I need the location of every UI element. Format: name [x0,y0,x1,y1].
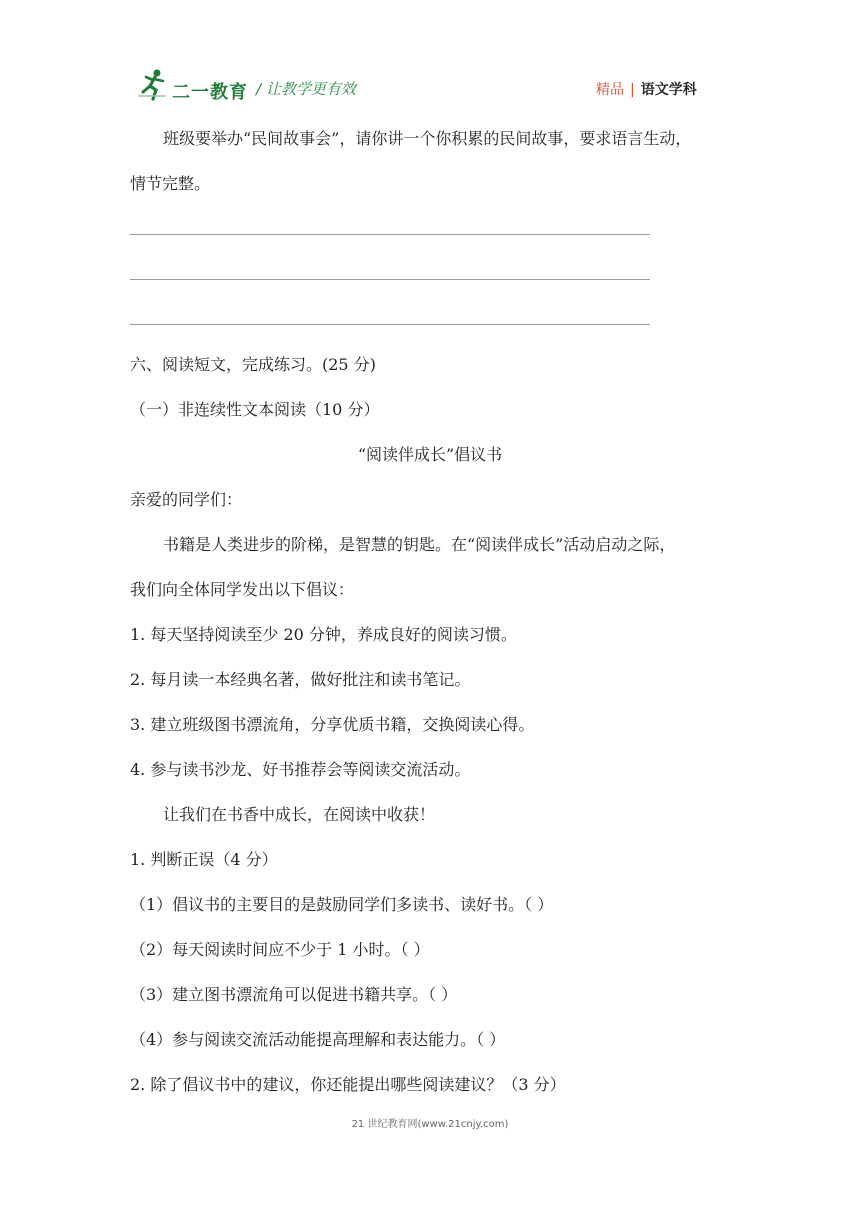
intro-line-2: 情节完整。 [130,174,211,193]
judgment-item: （4）参与阅读交流活动能提高理解和表达能力。（ ） [130,1030,506,1049]
runner-logo-icon [136,68,170,102]
subject-tag: 语文学科 [640,82,697,98]
brand-logo [136,68,246,104]
logo-text: 二一教育 [172,82,248,103]
question-1-title: 1. 判断正误（4 分） [130,850,278,869]
document-title: “阅读伴成长”倡议书 [357,445,503,464]
premium-tag: 精品 [596,82,624,98]
judgment-item: （3）建立图书漂流角可以促进书籍共享。（ ） [130,985,458,1004]
answer-line-3 [130,324,650,325]
section-title: 六、阅读短文，完成练习。(25 分) [130,355,376,374]
proposal-item: 3. 建立班级图书漂流角，分享优质书籍，交换阅读心得。 [130,715,535,734]
greeting: 亲爱的同学们： [130,490,243,509]
judgment-item: （1）倡议书的主要目的是鼓励同学们多读书、读好书。（ ） [130,895,554,914]
closing-line: 让我们在书香中成长，在阅读中收获！ [163,805,436,824]
judgment-item: （2）每天阅读时间应不少于 1 小时。（ ） [130,940,430,959]
header-tags [596,79,697,99]
proposal-item: 1. 每天坚持阅读至少 20 分钟，养成良好的阅读习惯。 [130,625,517,644]
page-footer: 21 世纪教育网(www.21cnjy.com) [351,1119,509,1130]
answer-line-2 [130,279,650,280]
proposal-item: 2. 每月读一本经典名著，做好批注和读书笔记。 [130,670,471,689]
header-separator: | [630,82,635,98]
answer-line-1 [130,234,650,235]
question-2-title: 2. 除了倡议书中的建议，你还能提出哪些阅读建议？（3 分） [130,1075,566,1094]
paragraph-line-1: 书籍是人类进步的阶梯，是智慧的钥匙。在“阅读伴成长”活动启动之际， [163,535,676,554]
page-header [0,0,860,110]
proposal-item: 4. 参与读书沙龙、好书推荐会等阅读交流活动。 [130,760,471,779]
paragraph-line-2: 我们向全体同学发出以下倡议： [130,580,355,599]
intro-line-1: 班级要举办“民间故事会”，请你讲一个你积累的民间故事，要求语言生动， [163,129,692,148]
header-slogan: / 让教学更有效 [256,80,356,98]
part-title: （一）非连续性文本阅读（10 分） [130,400,380,419]
